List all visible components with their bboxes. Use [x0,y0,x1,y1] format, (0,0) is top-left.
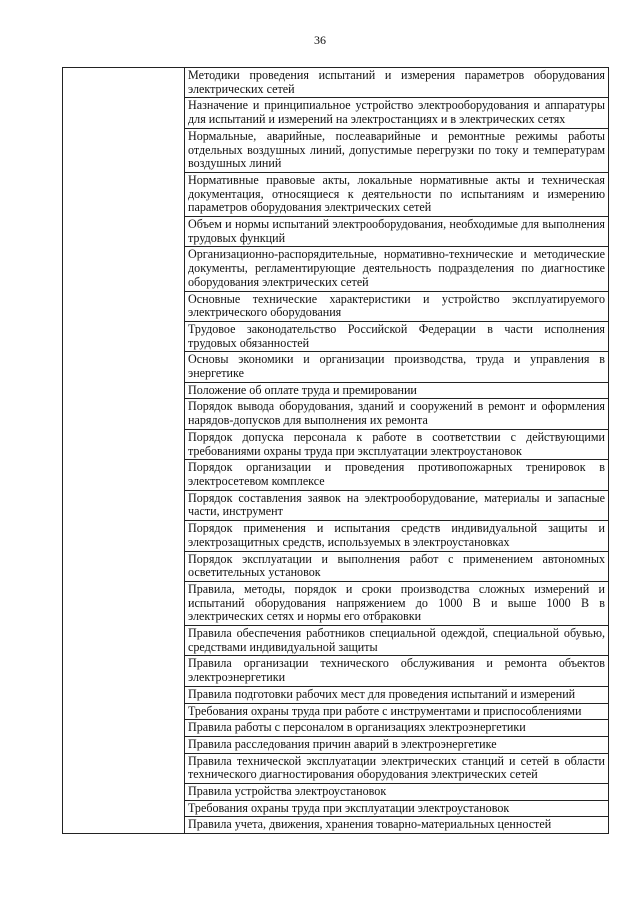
knowledge-item: Правила, методы, порядок и сроки производства сложных измерений и испытаний оборудования напряжением до 1000 В и выше 1000 В в электрических сетях и нормы его отбраковки [185,581,609,625]
knowledge-item: Правила обеспечения работников специальной одеждой, специальной обувью, средствами индивидуальной защиты [185,626,609,656]
knowledge-item: Правила подготовки рабочих мест для проведения испытаний и измерений [185,686,609,703]
knowledge-item: Порядок эксплуатации и выполнения работ с применением автономных осветительных установок [185,551,609,581]
knowledge-item: Требования охраны труда при работе с инструментами и приспособлениями [185,703,609,720]
label-cell [63,68,185,834]
knowledge-item: Правила организации технического обслуживания и ремонта объектов электроэнергетики [185,656,609,686]
knowledge-table-body [63,68,609,834]
knowledge-item: Организационно-распорядительные, нормативно-технические и методические документы, регламентирующие деятельность подразделения по диагностике оборудования электрических сетей [185,247,609,291]
knowledge-item: Порядок применения и испытания средств индивидуальной защиты и электрозащитных средств, используемых в электроустановках [185,521,609,551]
knowledge-item: Положение об оплате труда и премировании [185,382,609,399]
knowledge-item: Нормативные правовые акты, локальные нормативные акты и техническая документация, относящиеся к деятельности по испытаниям и измерению параметров оборудования электрических сетей [185,172,609,216]
page-number: 36 [314,33,326,47]
knowledge-item: Правила расследования причин аварий в электроэнергетике [185,736,609,753]
knowledge-item: Порядок вывода оборудования, зданий и сооружений в ремонт и оформления нарядов-допусков для выполнения их ремонта [185,399,609,429]
knowledge-item: Трудовое законодательство Российской Федерации в части исполнения трудовых обязанностей [185,321,609,351]
knowledge-item: Порядок организации и проведения противопожарных тренировок в электросетевом комплексе [185,460,609,490]
knowledge-item: Основы экономики и организации производства, труда и управления в энергетике [185,352,609,382]
knowledge-item: Объем и нормы испытаний электрооборудования, необходимые для выполнения трудовых функций [185,217,609,247]
knowledge-item: Нормальные, аварийные, послеаварийные и ремонтные режимы работы отдельных воздушных линий, допустимые перегрузки по току и температурам воздушных линий [185,128,609,172]
knowledge-item: Методики проведения испытаний и измерения параметров оборудования электрических сетей [185,68,609,98]
knowledge-item: Правила учета, движения, хранения товарно-материальных ценностей [185,817,609,834]
knowledge-item: Правила работы с персоналом в организациях электроэнергетики [185,720,609,737]
knowledge-item: Требования охраны труда при эксплуатации электроустановок [185,800,609,817]
table-row [63,68,609,98]
knowledge-item: Назначение и принципиальное устройство электрооборудования и аппаратуры для испытаний и измерений на электростанциях и в электрических сетях [185,98,609,128]
knowledge-item: Основные технические характеристики и устройство эксплуатируемого электрического оборудования [185,291,609,321]
knowledge-item: Правила устройства электроустановок [185,784,609,801]
knowledge-item: Правила технической эксплуатации электрических станций и сетей в области технического диагностирования оборудования электрических сетей [185,753,609,783]
knowledge-item: Порядок составления заявок на электрооборудование, материалы и запасные части, инструмент [185,490,609,520]
knowledge-item: Порядок допуска персонала к работе в соответствии с действующими требованиями охраны труда при эксплуатации электроустановок [185,429,609,459]
knowledge-table [62,67,609,834]
